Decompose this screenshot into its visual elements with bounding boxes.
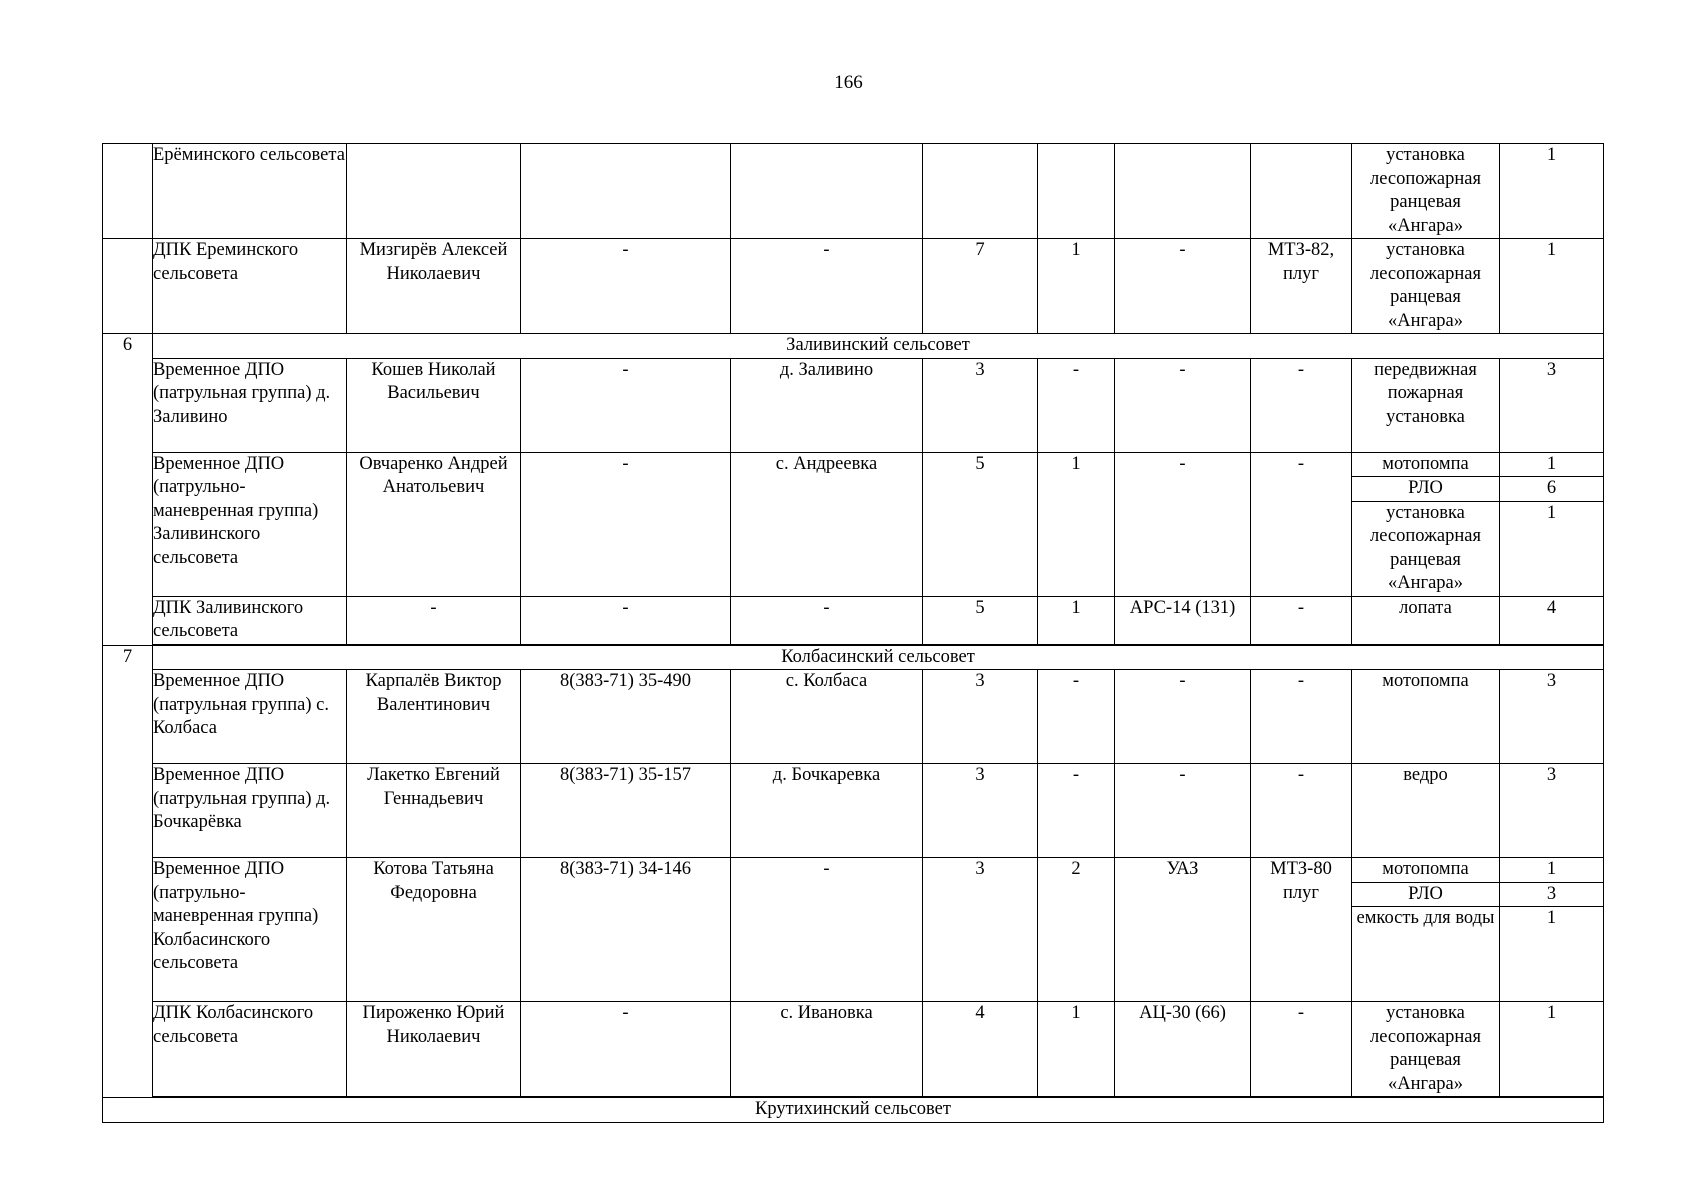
equipment-cell: установка лесопожарная ранцевая «Ангара» xyxy=(1352,144,1500,239)
equipment-cell: РЛО xyxy=(1352,477,1500,502)
fire-tech-cell: - xyxy=(1115,670,1251,764)
page-number: 166 xyxy=(834,72,863,93)
place-cell: с. Андреевка xyxy=(731,452,923,596)
org-cell: ДПК Колбасинского сельсовета xyxy=(153,1002,347,1097)
other-tech-cell: - xyxy=(1251,670,1352,764)
other-tech-cell: - xyxy=(1251,1002,1352,1097)
other-tech-cell: МТЗ-80 плуг xyxy=(1251,858,1352,1002)
qty-cell: 1 xyxy=(1500,144,1604,239)
org-cell: Временное ДПО (патрульная группа) д. Заливино xyxy=(153,358,347,452)
head-cell: Карпалёв Виктор Валентинович xyxy=(347,670,521,764)
section-number: 7 xyxy=(103,645,153,1098)
qty-cell: 1 xyxy=(1500,452,1604,477)
org-cell: ДПК Заливинского сельсовета xyxy=(153,596,347,644)
org-cell: Временное ДПО (патрульно-маневренная группа) Заливинского сельсовета xyxy=(153,452,347,596)
section-number: 6 xyxy=(103,334,153,646)
section-title: Заливинский сельсовет xyxy=(153,334,1604,359)
shifts-cell: 2 xyxy=(1038,858,1115,1002)
shifts-cell: 1 xyxy=(1038,1002,1115,1097)
phone-cell: 8(383-71) 34-146 xyxy=(521,858,731,1002)
qty-cell: 1 xyxy=(1500,1002,1604,1097)
section-title: Крутихинский сельсовет xyxy=(103,1098,1604,1123)
shifts-cell: 1 xyxy=(1038,596,1115,644)
place-cell: - xyxy=(731,858,923,1002)
equipment-cell: ведро xyxy=(1352,764,1500,858)
qty-cell: 1 xyxy=(1500,907,1604,1002)
equipment-cell: установка лесопожарная ранцевая «Ангара» xyxy=(1352,501,1500,596)
place-cell: д. Бочкаревка xyxy=(731,764,923,858)
people-cell: 7 xyxy=(923,239,1038,334)
equipment-cell: мотопомпа xyxy=(1352,858,1500,883)
table-row xyxy=(103,239,1604,334)
table-row xyxy=(103,144,1604,239)
place-cell: с. Ивановка xyxy=(731,1002,923,1097)
place-cell: - xyxy=(731,596,923,644)
table-row xyxy=(103,858,1604,883)
row-number-cell xyxy=(103,239,153,334)
people-cell: 3 xyxy=(923,858,1038,1002)
qty-cell: 3 xyxy=(1500,882,1604,907)
people-cell: 3 xyxy=(923,358,1038,452)
people-cell: 3 xyxy=(923,764,1038,858)
phone-cell: - xyxy=(521,1002,731,1097)
qty-cell: 1 xyxy=(1500,858,1604,883)
head-cell: Мизгирёв Алексей Николаевич xyxy=(347,239,521,334)
phone-cell: - xyxy=(521,452,731,596)
fire-tech-cell: - xyxy=(1115,239,1251,334)
other-tech-cell: - xyxy=(1251,452,1352,596)
qty-cell: 4 xyxy=(1500,596,1604,644)
fire-tech-cell: - xyxy=(1115,452,1251,596)
people-cell: 5 xyxy=(923,596,1038,644)
org-cell: Временное ДПО (патрульная группа) с. Колбаса xyxy=(153,670,347,764)
equipment-cell: передвижная пожарная установка xyxy=(1352,358,1500,452)
head-cell: - xyxy=(347,596,521,644)
section-title: Колбасинский сельсовет xyxy=(153,645,1604,670)
other-tech-cell xyxy=(1251,144,1352,239)
fire-tech-cell: УАЗ xyxy=(1115,858,1251,1002)
people-cell: 5 xyxy=(923,452,1038,596)
head-cell: Овчаренко Андрей Анатольевич xyxy=(347,452,521,596)
head-cell: Котова Татьяна Федоровна xyxy=(347,858,521,1002)
place-cell: - xyxy=(731,239,923,334)
qty-cell: 3 xyxy=(1500,358,1604,452)
section-header-row xyxy=(103,1098,1604,1123)
org-cell: Ерёминского сельсовета xyxy=(153,144,347,239)
equipment-cell: лопата xyxy=(1352,596,1500,644)
equipment-cell: мотопомпа xyxy=(1352,452,1500,477)
fire-tech-cell: АРС-14 (131) xyxy=(1115,596,1251,644)
phone-cell: - xyxy=(521,358,731,452)
shifts-cell: - xyxy=(1038,764,1115,858)
phone-cell: 8(383-71) 35-490 xyxy=(521,670,731,764)
fire-tech-cell: - xyxy=(1115,764,1251,858)
org-cell: Временное ДПО (патрульная группа) д. Бочкарёвка xyxy=(153,764,347,858)
equipment-cell: установка лесопожарная ранцевая «Ангара» xyxy=(1352,1002,1500,1097)
head-cell: Пироженко Юрий Николаевич xyxy=(347,1002,521,1097)
other-tech-cell: - xyxy=(1251,764,1352,858)
shifts-cell xyxy=(1038,144,1115,239)
qty-cell: 1 xyxy=(1500,501,1604,596)
equipment-cell: установка лесопожарная ранцевая «Ангара» xyxy=(1352,239,1500,334)
equipment-cell: РЛО xyxy=(1352,882,1500,907)
qty-cell: 3 xyxy=(1500,764,1604,858)
other-tech-cell: - xyxy=(1251,596,1352,644)
table-row xyxy=(103,358,1604,452)
table-row xyxy=(103,1002,1604,1097)
qty-cell: 1 xyxy=(1500,239,1604,334)
shifts-cell: 1 xyxy=(1038,452,1115,596)
phone-cell: - xyxy=(521,596,731,644)
org-cell: ДПК Ереминского сельсовета xyxy=(153,239,347,334)
place-cell: д. Заливино xyxy=(731,358,923,452)
qty-cell: 3 xyxy=(1500,670,1604,764)
section-header-row xyxy=(103,334,1604,359)
table-row xyxy=(103,670,1604,764)
equipment-cell: емкость для воды xyxy=(1352,907,1500,1002)
fire-tech-cell: АЦ-30 (66) xyxy=(1115,1002,1251,1097)
equipment-cell: мотопомпа xyxy=(1352,670,1500,764)
people-cell: 3 xyxy=(923,670,1038,764)
head-cell: Лакетко Евгений Геннадьевич xyxy=(347,764,521,858)
qty-cell: 6 xyxy=(1500,477,1604,502)
place-cell xyxy=(731,144,923,239)
fire-tech-cell xyxy=(1115,144,1251,239)
section-header-row xyxy=(103,645,1604,670)
table-row xyxy=(103,452,1604,477)
head-cell xyxy=(347,144,521,239)
phone-cell xyxy=(521,144,731,239)
people-cell xyxy=(923,144,1038,239)
phone-cell: - xyxy=(521,239,731,334)
org-cell: Временное ДПО (патрульно-маневренная группа) Колбасинского сельсовета xyxy=(153,858,347,1002)
phone-cell: 8(383-71) 35-157 xyxy=(521,764,731,858)
other-tech-cell: - xyxy=(1251,358,1352,452)
shifts-cell: 1 xyxy=(1038,239,1115,334)
table-row xyxy=(103,596,1604,644)
other-tech-cell: МТЗ-82, плуг xyxy=(1251,239,1352,334)
people-cell: 4 xyxy=(923,1002,1038,1097)
fire-units-table xyxy=(102,143,1604,1123)
row-number-cell xyxy=(103,144,153,239)
shifts-cell: - xyxy=(1038,358,1115,452)
shifts-cell: - xyxy=(1038,670,1115,764)
head-cell: Кошев Николай Васильевич xyxy=(347,358,521,452)
table-row xyxy=(103,764,1604,858)
fire-tech-cell: - xyxy=(1115,358,1251,452)
place-cell: с. Колбаса xyxy=(731,670,923,764)
